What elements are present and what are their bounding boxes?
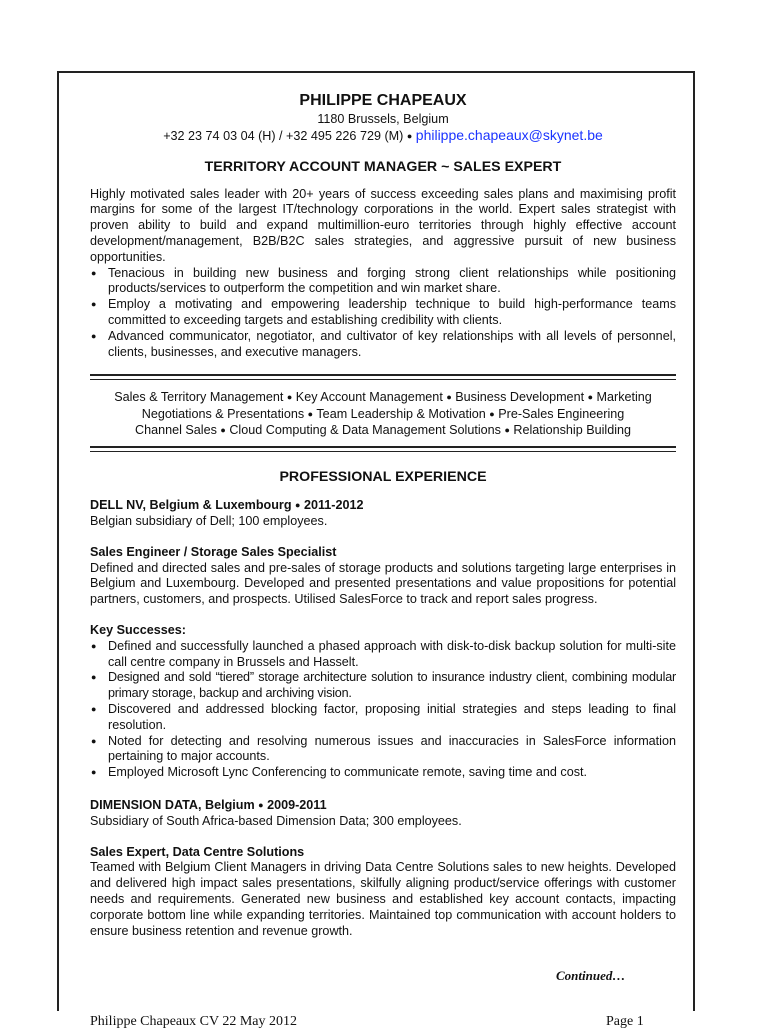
- continued-note: Continued…: [556, 968, 626, 983]
- section-title: PROFESSIONAL EXPERIENCE: [279, 469, 487, 486]
- candidate-name: PHILIPPE CHAPEAUX: [299, 92, 467, 109]
- key-successes-heading: Key Successes:: [90, 623, 186, 638]
- list-item: ● Tenacious in building new business and forging strong client relationships while positioning products/services to outperform the competition and win market share.: [90, 266, 676, 298]
- bullet-dot-icon: ●: [489, 408, 495, 419]
- job-summary: Teamed with Belgium Client Managers in driving Data Centre Solutions sales to new heights. Developed and delivered high impact sales presentations, skilfully aligning product/service offerings with customer needs and requirements. Generated new business and established key account contacts, impacting corporate bottom line while expanding territories. Maintained top communication with account holders to ensure business retention and revenue growth.: [90, 860, 676, 938]
- skill-item: Key Account Management: [295, 390, 443, 405]
- skill-item: Cloud Computing & Data Management Solutions: [229, 422, 501, 437]
- bullet-dot-icon: ●: [286, 392, 293, 403]
- company-description: Subsidiary of South Africa-based Dimension Data; 300 employees.: [90, 813, 462, 828]
- list-item: ● Employed Microsoft Lync Conferencing to communicate remote, saving time and cost.: [90, 765, 676, 781]
- bullet-dot-icon: ●: [406, 130, 413, 141]
- role-title: TERRITORY ACCOUNT MANAGER ~ SALES EXPERT: [204, 158, 562, 175]
- skill-item: Sales & Territory Management: [114, 390, 284, 405]
- bullet-dot-icon: ●: [446, 392, 452, 403]
- bullet-dot-icon: ●: [587, 392, 594, 403]
- skill-item: Business Development: [455, 390, 585, 405]
- job-summary: Defined and directed sales and pre-sales of storage products and solutions targeting large enterprises in Belgium and Luxembourg. Developed and presented presentations and value propositions for potential partners, customers, and prospects. Utilised SalesForce to track and report sales progress.: [90, 560, 676, 607]
- company-dates: 2009-2011: [267, 798, 327, 812]
- bullet-dot-icon: ●: [295, 500, 301, 511]
- bullet-dot-icon: ●: [307, 408, 314, 419]
- list-item: ● Advanced communicator, negotiator, and cultivator of key relationships with all levels of personnel, clients, businesses, and executive managers.: [90, 329, 676, 361]
- company-description: Belgian subsidiary of Dell; 100 employees.: [90, 514, 328, 529]
- footer-page-number: Page 1: [606, 1014, 644, 1029]
- skill-item: Channel Sales: [134, 422, 217, 437]
- bullet-dot-icon: ●: [258, 800, 264, 810]
- bullet-dot-icon: ●: [504, 424, 510, 435]
- skills-block: [90, 380, 676, 446]
- company-name: DELL NV, Belgium & Luxembourg: [90, 498, 292, 513]
- email-link[interactable]: philippe.chapeaux@skynet.be: [415, 126, 603, 143]
- summary-intro: Highly motivated sales leader with 20+ years of success exceeding sales plans and maximising profit margins for some of the largest IT/technology corporations in the world. Expert sales strategist with proven ability to build and expand multimillion-euro territories through highly effective account development/management, B2B/B2C sales strategies, and aggressive pursuit of new business opportunities.: [90, 186, 676, 264]
- skill-item: Marketing: [596, 390, 652, 405]
- divider-bottom: [90, 446, 676, 452]
- company-name: DIMENSION DATA, Belgium: [90, 798, 255, 812]
- address: 1180 Brussels, Belgium: [317, 112, 449, 126]
- bullet-dot-icon: ●: [220, 424, 226, 435]
- company-dates: 2011-2012: [303, 498, 364, 513]
- company-heading: [90, 798, 676, 814]
- skills-line: [90, 422, 676, 438]
- skill-item: Relationship Building: [513, 422, 632, 437]
- skills-line: [90, 406, 676, 422]
- footer-document-name: Philippe Chapeaux CV 22 May 2012: [90, 1014, 298, 1029]
- list-item: ● Noted for detecting and resolving numerous issues and inaccuracies in SalesForce information pertaining to major accounts.: [90, 734, 676, 766]
- skill-item: Pre-Sales Engineering: [498, 406, 625, 421]
- contact-line: [90, 128, 676, 145]
- summary-bullets: [90, 266, 676, 361]
- list-item: ● Employ a motivating and empowering leadership technique to build high-performance teams committed to exceeding targets and establishing credibility with clients.: [90, 297, 676, 329]
- list-item: ● Designed and sold “tiered” storage architecture solution to insurance industry client, combining modular primary storage, backup and archiving vision.: [90, 670, 676, 702]
- skills-line: [90, 389, 676, 405]
- skill-item: Negotiations & Presentations: [141, 406, 305, 421]
- company-heading: [90, 498, 676, 514]
- key-successes-list: [90, 639, 676, 781]
- phone-numbers: +32 23 74 03 04 (H) / +32 495 226 729 (M): [163, 128, 404, 143]
- job-title: Sales Engineer / Storage Sales Specialist: [90, 544, 337, 559]
- resume-content: [90, 90, 676, 939]
- job-title: Sales Expert, Data Centre Solutions: [90, 844, 305, 859]
- skill-item: Team Leadership & Motivation: [316, 406, 486, 421]
- list-item: ● Defined and successfully launched a phased approach with disk-to-disk backup solution for multi-site call centre company in Brussels and Hasselt.: [90, 639, 676, 671]
- list-item: ● Discovered and addressed blocking factor, proposing initial strategies and steps leading to final resolution.: [90, 702, 676, 734]
